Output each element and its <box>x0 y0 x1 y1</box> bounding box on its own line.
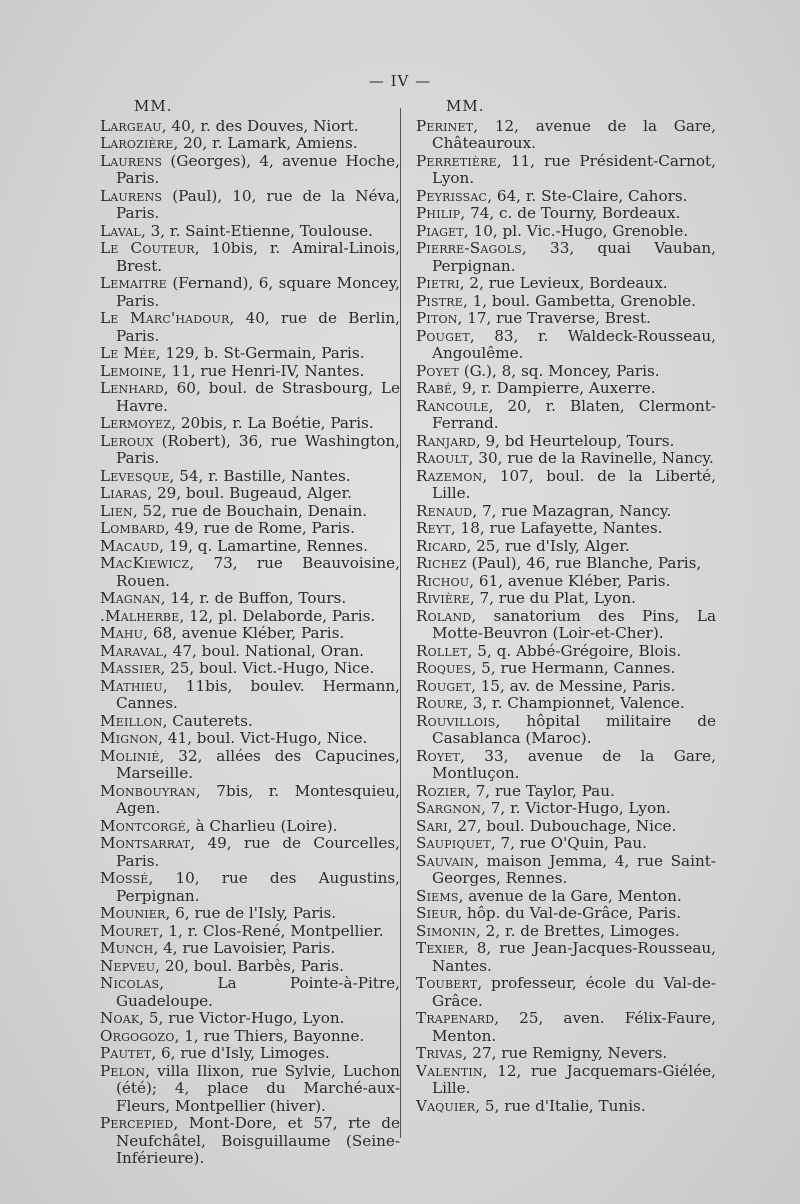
entry-address: , 7, rue du Plat, Lyon. <box>469 589 637 607</box>
entry-name: Razemon <box>416 466 483 485</box>
directory-entry <box>100 923 400 941</box>
directory-entry <box>416 328 716 363</box>
entry-address: , 61, avenue Kléber, Paris. <box>469 571 671 590</box>
entry-address: , 40, r. des Douves, Niort. <box>161 116 359 135</box>
entry-address: , 4, rue Lavoisier, Paris. <box>153 939 336 957</box>
directory-entry <box>100 818 400 836</box>
directory-entry <box>100 783 400 818</box>
entry-name: Peyrissac <box>416 186 488 205</box>
entry-name: Macaud <box>100 536 160 555</box>
directory-entry <box>416 905 716 923</box>
directory-entry <box>100 555 400 590</box>
column-divider <box>400 108 401 1138</box>
directory-entry <box>100 905 400 923</box>
directory-entry <box>416 783 716 801</box>
directory-entry <box>100 678 400 713</box>
directory-entry <box>416 660 716 678</box>
entry-name: Toubert <box>416 974 478 992</box>
directory-entry <box>416 853 716 888</box>
directory-entry <box>416 1063 716 1098</box>
entry-address: , hôp. du Val-de-Grâce, Paris. <box>457 904 682 922</box>
directory-entry <box>100 153 400 188</box>
directory-entry <box>416 450 716 468</box>
directory-entry <box>416 520 716 538</box>
directory-entry <box>416 188 716 206</box>
entry-address: , 6, rue de l'Isly, Paris. <box>165 904 337 922</box>
entry-name: Renaud <box>416 501 473 520</box>
entry-name: .Malherbe <box>100 606 180 625</box>
entry-name: Rivière <box>416 589 470 607</box>
entry-name: Magnan <box>100 589 161 607</box>
entry-name: Richez <box>416 554 467 572</box>
directory-entry <box>100 118 400 136</box>
entry-address: , à Charlieu (Loire). <box>185 816 338 835</box>
directory-entry <box>100 345 400 363</box>
directory-entry <box>416 433 716 451</box>
entry-name: Maraval <box>100 641 164 660</box>
entry-name: Percepied <box>100 1114 174 1132</box>
directory-entry <box>100 415 400 433</box>
entry-address: , 60, boul. de Strasbourg, Le Havre. <box>116 379 400 415</box>
entry-name: Rozier <box>416 781 466 800</box>
entry-address: , 7, r. Victor-Hugo, Lyon. <box>481 799 671 817</box>
entry-address: , 25, aven. Félix-Faure, Menton. <box>432 1009 716 1045</box>
directory-entry <box>100 958 400 976</box>
directory-entry <box>416 590 716 608</box>
entry-name: Laurens <box>100 151 163 170</box>
directory-entry <box>416 1045 716 1063</box>
right-column-heading: MM. <box>446 97 485 115</box>
entry-address: , maison Jemma, 4, rue Saint-Georges, Rennes. <box>432 851 716 887</box>
entry-name: Massier <box>100 659 161 677</box>
entry-address: (G.), 8, sq. Moncey, Paris. <box>458 361 660 380</box>
entry-name: Molinié <box>100 746 160 765</box>
directory-entry <box>416 835 716 853</box>
entry-address: , La Pointe-à-Pitre, Guadeloupe. <box>116 974 400 1010</box>
entry-address: , 12, rue Jacquemars-Giélée, Lille. <box>432 1061 716 1097</box>
directory-entry <box>416 975 716 1010</box>
directory-entry <box>416 643 716 661</box>
entry-name: Pistre <box>416 291 463 310</box>
entry-address: , 3, r. Championnet, Valence. <box>463 694 685 712</box>
directory-entry <box>416 608 716 643</box>
directory-entry <box>100 1010 400 1028</box>
entry-name: Munch <box>100 939 154 957</box>
entry-name: Sieur <box>416 904 458 922</box>
directory-entry <box>416 695 716 713</box>
entry-name: Sari <box>416 816 448 835</box>
directory-entry <box>100 625 400 643</box>
entry-address: , 11, rue Président-Carnot, Lyon. <box>432 151 716 187</box>
directory-entry <box>416 538 716 556</box>
directory-entry <box>100 240 400 275</box>
entry-address: , 32, allées des Capucines, Marseille. <box>116 746 400 782</box>
directory-entry <box>100 223 400 241</box>
entry-name: Rollet <box>416 641 468 660</box>
left-entry-list <box>100 118 400 1168</box>
entry-address: , 54, r. Bastille, Nantes. <box>169 466 351 485</box>
entry-address: , 9, r. Dampierre, Auxerre. <box>452 379 656 397</box>
directory-entry <box>100 188 400 223</box>
entry-address: , 27, rue Remigny, Nevers. <box>462 1044 668 1062</box>
entry-name: Rabé <box>416 379 453 397</box>
directory-entry <box>416 363 716 381</box>
directory-entry <box>100 468 400 486</box>
directory-entry <box>416 293 716 311</box>
entry-address: , hôpital militaire de Casablanca (Maroc). <box>432 711 716 747</box>
entry-address: (Fernand), 6, square Moncey, Paris. <box>116 274 400 310</box>
entry-name: MacKiewicz <box>100 554 190 572</box>
entry-address: , 17, rue Traverse, Brest. <box>457 309 651 327</box>
entry-name: Perretière <box>416 151 497 170</box>
entry-name: Trivas <box>416 1044 463 1062</box>
entry-name: Le Marc'hadour <box>100 309 230 327</box>
entry-address: , 11, rue Henri-IV, Nantes. <box>161 361 365 380</box>
directory-entry <box>100 485 400 503</box>
directory-entry <box>100 433 400 468</box>
entry-name: Leroux <box>100 431 154 450</box>
entry-address: , 20, boul. Barbès, Paris. <box>155 956 344 975</box>
entry-address: , Cauterets. <box>162 711 253 730</box>
right-column <box>416 98 716 1115</box>
entry-address: , 3, r. Saint-Etienne, Toulouse. <box>140 221 373 240</box>
directory-entry <box>100 380 400 415</box>
directory-entry <box>416 940 716 975</box>
directory-entry <box>100 713 400 731</box>
entry-address: , 33, avenue de la Gare, Montluçon. <box>432 746 716 782</box>
directory-entry <box>416 888 716 906</box>
entry-name: Pietri <box>416 274 460 292</box>
entry-name: Larozière <box>100 134 174 152</box>
directory-entry <box>416 713 716 748</box>
entry-name: Laurens <box>100 186 163 205</box>
entry-address: , 64, r. Ste-Claire, Cahors. <box>487 186 688 205</box>
entry-name: Levesque <box>100 466 170 485</box>
entry-name: Laval <box>100 221 141 240</box>
entry-name: Ricard <box>416 536 467 555</box>
entry-name: Vaquier <box>416 1096 476 1115</box>
entry-name: Roques <box>416 659 472 677</box>
right-entry-list <box>416 118 716 1116</box>
entry-address: , 15, av. de Messine, Paris. <box>471 676 676 695</box>
directory-entry <box>416 205 716 223</box>
directory-entry <box>416 153 716 188</box>
entry-name: Nicolas <box>100 974 160 992</box>
entry-name: Reyt <box>416 519 451 537</box>
entry-name: Lien <box>100 501 133 520</box>
directory-entry <box>416 275 716 293</box>
entry-name: Pautet <box>100 1044 152 1062</box>
entry-name: Pouget <box>416 326 470 345</box>
entry-name: Pierre-Sagols <box>416 239 522 257</box>
entry-name: Orgogozo <box>100 1026 175 1045</box>
entry-name: Poyet <box>416 361 459 380</box>
entry-address: , 1, rue Thiers, Bayonne. <box>174 1026 365 1045</box>
entry-name: Le Mée <box>100 344 156 362</box>
entry-address: , 74, c. de Tourny, Bordeaux. <box>460 204 681 222</box>
entry-name: Mossé <box>100 869 149 887</box>
directory-entry <box>100 835 400 870</box>
directory-entry <box>100 590 400 608</box>
entry-name: Mounier <box>100 904 166 922</box>
entry-address: , 7bis, r. Montesquieu, Agen. <box>116 781 400 817</box>
entry-address: , 1, r. Clos-René, Montpellier. <box>158 921 384 940</box>
directory-entry <box>100 940 400 958</box>
directory-entry <box>100 538 400 556</box>
entry-name: Rouvillois <box>416 711 496 730</box>
directory-entry <box>100 643 400 661</box>
entry-name: Noak <box>100 1009 140 1027</box>
directory-entry <box>416 678 716 696</box>
entry-name: Piton <box>416 309 458 327</box>
directory-entry <box>416 555 716 573</box>
directory-entry <box>100 748 400 783</box>
entry-name: Montcorgé <box>100 816 186 835</box>
entry-address: , 11bis, boulev. Hermann, Cannes. <box>116 676 400 712</box>
entry-address: (Paul), 10, rue de la Néva, Paris. <box>116 186 400 222</box>
entry-name: Le Couteur <box>100 239 195 257</box>
entry-address: , 7, rue Taylor, Pau. <box>465 781 615 800</box>
entry-name: Liaras <box>100 484 148 502</box>
entry-address: (Paul), 46, rue Blanche, Paris, <box>466 554 702 572</box>
entry-name: Mouret <box>100 921 159 940</box>
directory-entry <box>416 398 716 433</box>
entry-name: Lombard <box>100 519 165 537</box>
directory-entry <box>100 520 400 538</box>
entry-address: , 5, rue d'Italie, Tunis. <box>475 1096 646 1115</box>
entry-name: Sargnon <box>416 799 482 817</box>
entry-address: , 12, pl. Delaborde, Paris. <box>179 606 376 625</box>
entry-name: Lemoine <box>100 361 162 380</box>
directory-entry <box>416 800 716 818</box>
entry-name: Sauvain <box>416 851 475 870</box>
entry-address: , 33, quai Vauban, Perpignan. <box>432 239 716 275</box>
entry-address: , 68, avenue Kléber, Paris. <box>143 624 345 642</box>
entry-address: , 10, pl. Vic.-Hugo, Grenoble. <box>463 221 689 240</box>
entry-address: , 49, rue de Rome, Paris. <box>164 519 355 537</box>
entry-name: Simonin <box>416 921 477 940</box>
entry-address: (Georges), 4, avenue Hoche, Paris. <box>116 151 400 187</box>
entry-address: , 83, r. Waldeck-Rousseau, Angoulême. <box>432 326 716 362</box>
directory-entry <box>416 380 716 398</box>
entry-address: , 25, boul. Vict.-Hugo, Nice. <box>160 659 375 677</box>
entry-name: Valentin <box>416 1061 483 1080</box>
directory-entry <box>100 1028 400 1046</box>
entry-address: , 49, rue de Courcelles, Paris. <box>116 834 400 870</box>
entry-name: Lemaitre <box>100 274 167 292</box>
entry-name: Nepveu <box>100 956 156 975</box>
entry-address: , 8, rue Jean-Jacques-Rousseau, Nantes. <box>432 939 716 975</box>
entry-name: Ranjard <box>416 431 476 450</box>
entry-address: , professeur, école du Val-de-Grâce. <box>432 974 716 1010</box>
directory-entry <box>100 363 400 381</box>
directory-entry <box>416 310 716 328</box>
entry-address: , 41, boul. Vict-Hugo, Nice. <box>158 729 368 747</box>
entry-address: , sanatorium des Pins, La Motte-Beuvron (Loir-et-Cher). <box>432 606 716 642</box>
entry-address: (Robert), 36, rue Washington, Paris. <box>116 431 400 467</box>
entry-address: , 7, rue O'Quin, Pau. <box>490 834 648 852</box>
entry-address: , 47, boul. National, Oran. <box>163 641 364 660</box>
entry-address: , 73, rue Beauvoisine, Rouen. <box>116 554 400 590</box>
entry-address: , 107, boul. de la Liberté, Lille. <box>432 466 716 502</box>
directory-entry <box>100 975 400 1010</box>
page-number: — IV — <box>368 72 432 90</box>
left-column-heading: MM. <box>134 97 173 115</box>
entry-address: , 19, q. Lamartine, Rennes. <box>159 536 369 555</box>
entry-address: , 52, rue de Bouchain, Denain. <box>132 501 368 520</box>
entry-address: , 5, rue Hermann, Cannes. <box>471 659 676 677</box>
entry-address: , 10, rue des Augustins, Perpignan. <box>116 869 400 905</box>
directory-entry <box>100 310 400 345</box>
entry-name: Montsarrat <box>100 834 191 852</box>
entry-name: Mahu <box>100 624 144 642</box>
directory-entry <box>100 275 400 310</box>
directory-entry <box>100 1063 400 1116</box>
entry-name: Richou <box>416 571 470 590</box>
entry-name: Monbouyran <box>100 781 196 800</box>
entry-address: , 20bis, r. La Boétie, Paris. <box>171 414 374 432</box>
entry-name: Philip <box>416 204 461 222</box>
entry-address: , 129, b. St-Germain, Paris. <box>155 344 365 362</box>
entry-address: , 27, boul. Dubouchage, Nice. <box>447 816 677 835</box>
entry-address: , 40, rue de Berlin, Paris. <box>116 309 400 345</box>
entry-name: Raoult <box>416 449 469 467</box>
directory-entry <box>416 468 716 503</box>
directory-entry <box>416 818 716 836</box>
directory-entry <box>416 573 716 591</box>
directory-entry <box>100 1115 400 1168</box>
directory-entry <box>100 135 400 153</box>
entry-name: Roland <box>416 606 472 625</box>
entry-name: Lenhard <box>100 379 164 397</box>
entry-name: Rouget <box>416 676 472 695</box>
entry-address: , 14, r. de Buffon, Tours. <box>160 589 347 607</box>
directory-entry <box>416 1098 716 1116</box>
directory-entry <box>416 118 716 153</box>
directory-entry <box>100 660 400 678</box>
entry-address: , 5, q. Abbé-Grégoire, Blois. <box>467 641 682 660</box>
entry-address: , 6, rue d'Isly, Limoges. <box>151 1044 330 1062</box>
entry-address: , villa Ilixon, rue Sylvie, Luchon (été); 4, place du Marché-aux-Fleurs, Montpellier (hiver). <box>116 1061 400 1115</box>
entry-address: , 10bis, r. Amiral-Linois, Brest. <box>116 239 400 275</box>
left-column <box>100 98 400 1168</box>
entry-name: Siems <box>416 886 459 905</box>
directory-entry <box>416 223 716 241</box>
entry-name: Largeau <box>100 116 162 135</box>
entry-address: , 18, rue Lafayette, Nantes. <box>450 519 663 537</box>
directory-entry <box>100 1045 400 1063</box>
entry-name: Roure <box>416 694 464 712</box>
entry-address: , 12, avenue de la Gare, Châteauroux. <box>432 116 716 152</box>
directory-entry <box>100 730 400 748</box>
entry-name: Trapenard <box>416 1009 495 1027</box>
directory-entry <box>416 240 716 275</box>
entry-name: Rancoule <box>416 396 489 415</box>
directory-entry <box>100 608 400 626</box>
entry-address: , 29, boul. Bugeaud, Alger. <box>147 484 352 502</box>
entry-address: , 5, rue Victor-Hugo, Lyon. <box>139 1009 345 1027</box>
entry-address: , Mont-Dore, et 57, rte de Neufchâtel, Boisguillaume (Seine-Inférieure). <box>116 1114 400 1167</box>
entry-name: Pelon <box>100 1061 146 1080</box>
directory-entry <box>416 1010 716 1045</box>
directory-entry <box>416 748 716 783</box>
entry-address: , 30, rue de la Ravinelle, Nancy. <box>468 449 714 467</box>
entry-name: Texier <box>416 939 464 957</box>
entry-name: Piaget <box>416 221 464 240</box>
entry-address: , 1, boul. Gambetta, Grenoble. <box>462 291 697 310</box>
entry-name: Meillon <box>100 711 163 730</box>
entry-address: , 7, rue Mazagran, Nancy. <box>472 501 672 520</box>
directory-entry <box>416 503 716 521</box>
entry-address: , 20, r. Blaten, Clermont-Ferrand. <box>432 396 716 432</box>
directory-entry <box>100 503 400 521</box>
entry-address: , 2, rue Levieux, Bordeaux. <box>459 274 668 292</box>
directory-entry <box>416 923 716 941</box>
entry-name: Perinet <box>416 116 474 135</box>
entry-name: Mignon <box>100 729 159 747</box>
entry-address: , 9, bd Heurteloup, Tours. <box>475 431 675 450</box>
directory-entry <box>100 870 400 905</box>
entry-address: , 20, r. Lamark, Amiens. <box>173 134 358 152</box>
entry-address: , 25, rue d'Isly, Alger. <box>466 536 630 555</box>
entry-name: Royet <box>416 746 461 765</box>
entry-name: Lermoyez <box>100 414 172 432</box>
entry-name: Mathieu <box>100 676 163 695</box>
entry-name: Saupiquet <box>416 834 491 852</box>
entry-address: , 2, r. de Brettes, Limoges. <box>476 921 680 940</box>
entry-address: , avenue de la Gare, Menton. <box>458 886 682 905</box>
